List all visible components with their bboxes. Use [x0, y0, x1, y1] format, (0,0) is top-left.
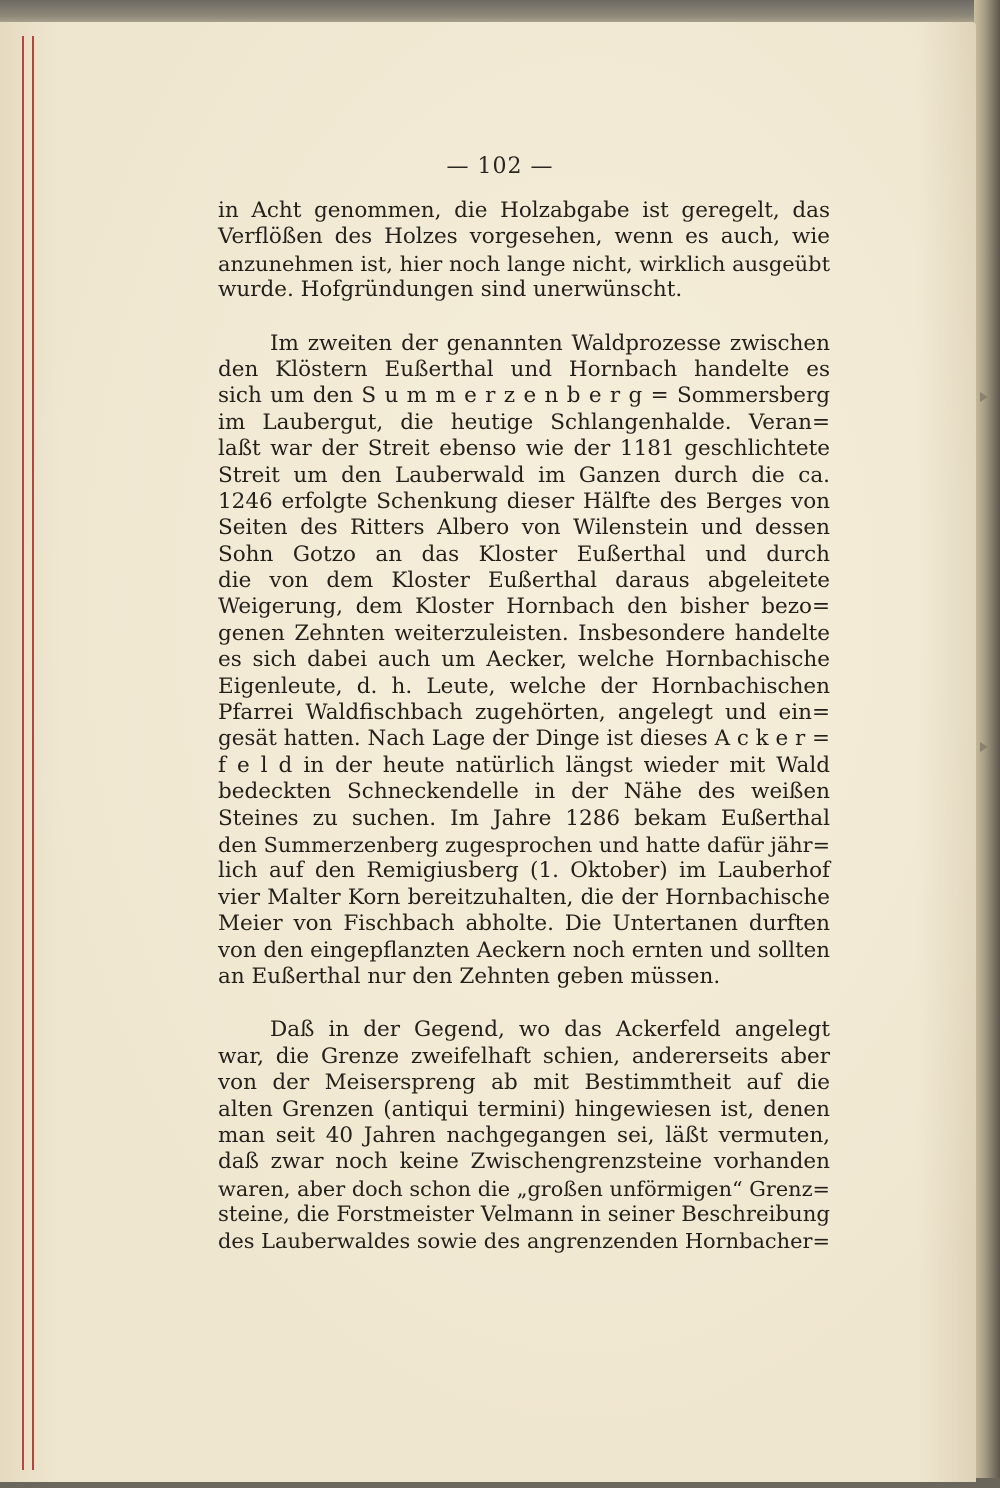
page-edge-mark — [980, 392, 988, 402]
text-line: des Lauberwaldes sowie des angrenzenden Hornbacher= — [218, 1229, 830, 1254]
paragraph-3 — [218, 1017, 830, 1255]
text-line: Streit um den Lauberwald im Ganzen durch die ca. — [218, 462, 830, 488]
text-line: man seit 40 Jahren nachgegangen sei, läßt vermuten, — [218, 1122, 830, 1148]
page-number: — 102 — — [446, 154, 554, 179]
page-edge-mark — [980, 742, 988, 752]
text-line: an Eußerthal nur den Zehnten geben müssen. — [218, 963, 721, 989]
text-line: waren, aber doch schon die „großen unförmigen“ Grenz= — [218, 1176, 830, 1201]
text-line: wurde. Hofgründungen sind unerwünscht. — [218, 277, 683, 303]
text-line: den Summerzenberg zugesprochen und hatte dafür jähr= — [218, 832, 830, 857]
text-line: im Laubergut, die heutige Schlangenhalde. Veran= — [218, 409, 830, 435]
text-line: alten Grenzen (antiqui termini) hingewiesen ist, denen — [218, 1096, 830, 1122]
text-line: Sohn Gotzo an das Kloster Eußerthal und durch — [218, 541, 830, 567]
text-line: daß zwar noch keine Zwischengrenzsteine vorhanden — [218, 1149, 830, 1175]
text-line: 1246 erfolgte Schenkung dieser Hälfte des Berges von — [218, 488, 830, 514]
text-line: die von dem Kloster Eußerthal daraus abgeleitete — [218, 568, 830, 594]
text-line: lich auf den Remigiusberg (1. Oktober) im Lauberhof — [218, 858, 830, 884]
paragraph-1 — [218, 198, 830, 304]
text-line: von der Meiserspreng ab mit Bestimmtheit auf die — [218, 1070, 830, 1096]
red-border-line-inner — [32, 36, 34, 1470]
text-line: anzunehmen ist, hier noch lange nicht, wirklich ausgeübt — [218, 251, 830, 276]
text-line: den Klöstern Eußerthal und Hornbach handelte es — [218, 356, 830, 382]
text-line: gesät hatten. Nach Lage der Dinge ist dieses A c k e r = — [218, 726, 831, 752]
text-line: von den eingepflanzten Aeckern noch ernten und sollten — [218, 937, 830, 963]
text-line: es sich dabei auch um Aecker, welche Hornbachische — [218, 647, 830, 673]
text-line: Weigerung, dem Kloster Hornbach den bisher bezo= — [218, 594, 830, 620]
body-text — [218, 198, 830, 1255]
text-line: Eigenleute, d. h. Leute, welche der Hornbachischen — [218, 673, 830, 699]
text-line: laßt war der Streit ebenso wie der 1181 geschlichtete — [218, 436, 830, 462]
text-line: in Acht genommen, die Holzabgabe ist geregelt, das — [218, 198, 830, 223]
text-line: genen Zehnten weiterzuleisten. Insbesondere handelte — [218, 620, 830, 646]
text-line: Pfarrei Waldfischbach zugehörten, angelegt und ein= — [218, 700, 830, 726]
text-line: vier Malter Korn bereitzuhalten, die der Hornbachische — [218, 884, 830, 910]
text-line: Verflößen des Holzes vorgesehen, wenn es auch, wie — [218, 224, 830, 250]
text-line: steine, die Forstmeister Velmann in seiner Beschreibung — [218, 1202, 830, 1228]
text-line: Im zweiten der genannten Waldprozesse zwischen — [270, 330, 830, 356]
text-line: war, die Grenze zweifelhaft schien, andererseits aber — [218, 1043, 830, 1069]
text-line: bedeckten Schneckendelle in der Nähe des weißen — [218, 779, 830, 805]
text-line: f e l d in der heute natürlich längst wieder mit Wald — [218, 752, 830, 778]
text-line: Steines zu suchen. Im Jahre 1286 bekam Eußerthal — [218, 805, 830, 831]
text-line: Meier von Fischbach abholte. Die Untertanen durften — [218, 911, 830, 937]
red-border-line-outer — [22, 36, 24, 1470]
text-line: Seiten des Ritters Albero von Wilenstein und dessen — [218, 515, 830, 541]
paragraph-2 — [218, 331, 830, 991]
text-line: sich um den S u m m e r z e n b e r g = Sommersberg — [218, 383, 830, 409]
text-line: Daß in der Gegend, wo das Ackerfeld angelegt — [270, 1017, 830, 1043]
